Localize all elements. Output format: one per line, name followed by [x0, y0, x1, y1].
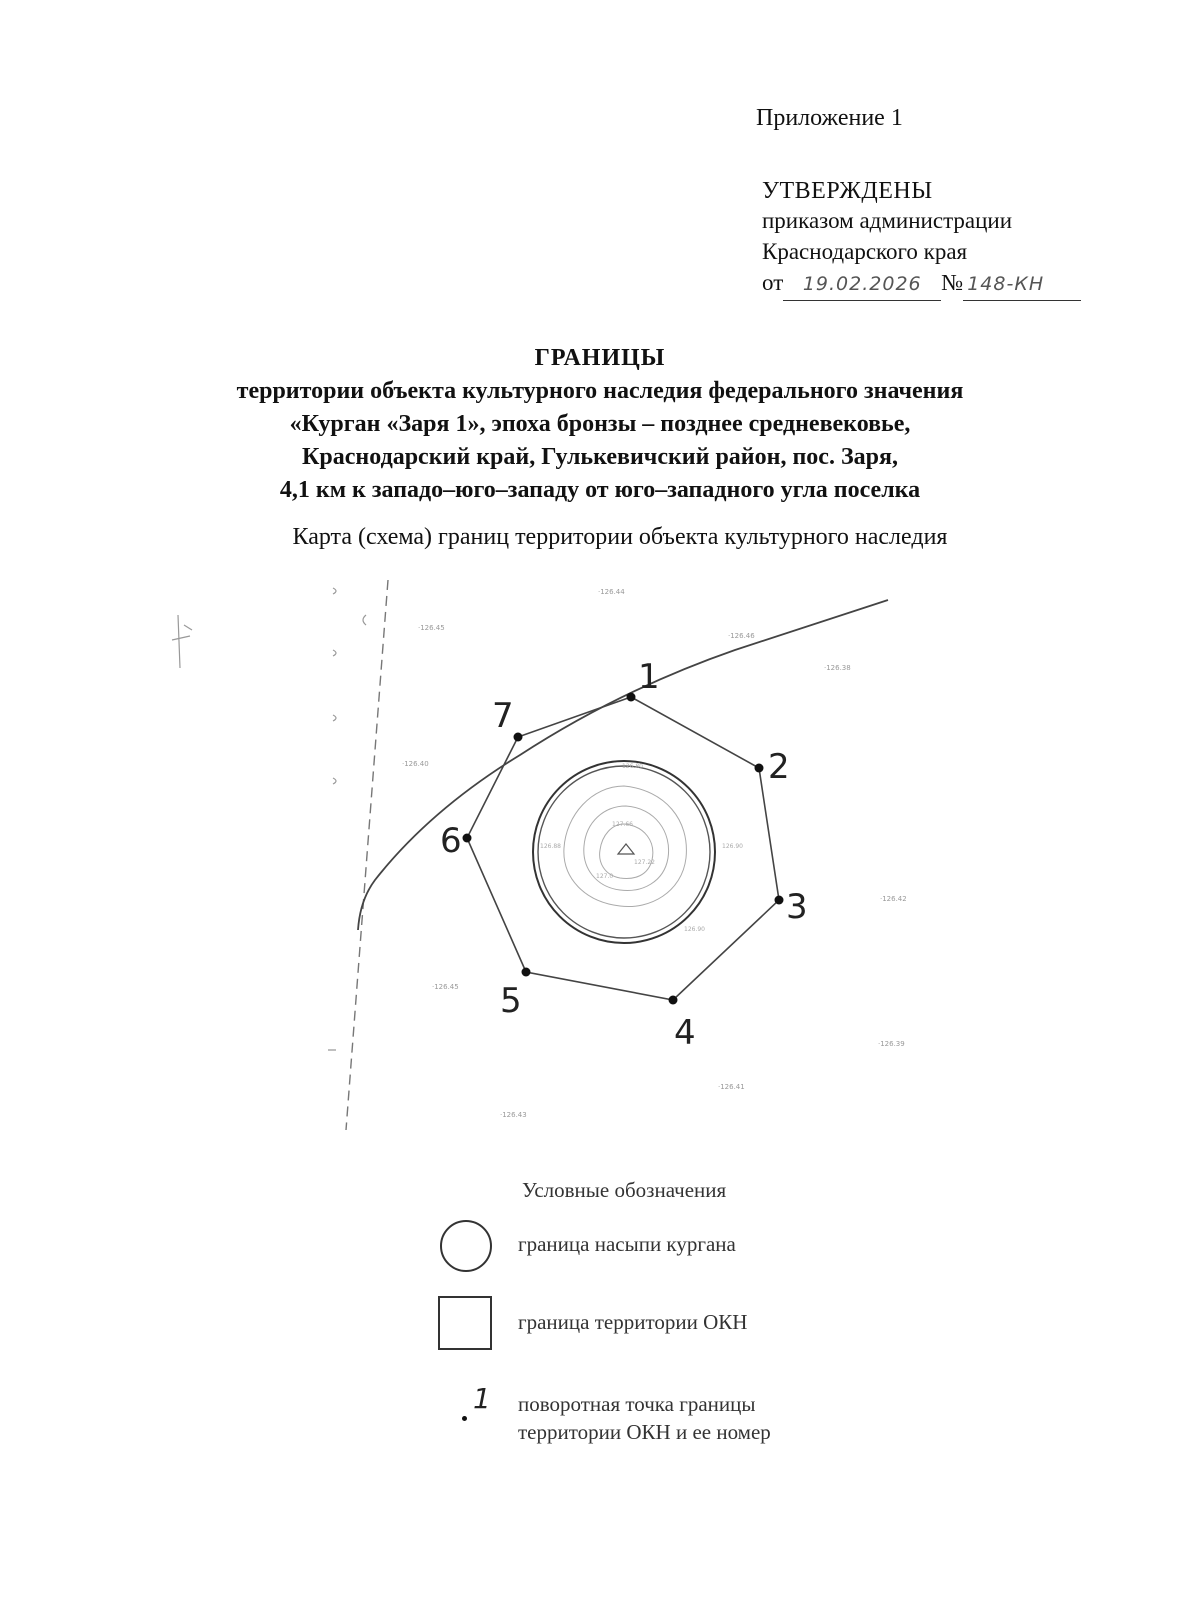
boundary-map [0, 560, 1200, 1140]
legend-point-dot [462, 1416, 467, 1421]
svg-text:·126.45: ·126.45 [418, 624, 445, 632]
turning-point-2 [755, 764, 764, 773]
svg-text:·126.43: ·126.43 [500, 1111, 527, 1119]
svg-text:·126.44: ·126.44 [598, 588, 625, 596]
svg-text:126.90: 126.90 [722, 843, 743, 850]
svg-text:127.22: 127.22 [634, 859, 655, 866]
svg-text:126.90: 126.90 [684, 926, 705, 933]
title-line3: Краснодарский край, Гулькевичский район, пос. Заря, [302, 444, 898, 470]
turning-point-5 [522, 968, 531, 977]
approved-by-line2: Краснодарского края [762, 239, 968, 264]
turning-point-1 [627, 693, 636, 702]
dashed-road [346, 580, 388, 1130]
svg-text:·126.46: ·126.46 [728, 632, 755, 640]
legend-turning-point-icon [458, 1382, 498, 1426]
approved-by-line1: приказом администрации [762, 208, 1013, 233]
point-label-3: 3 [786, 887, 808, 927]
point-label-4: 4 [674, 1013, 696, 1053]
legend-turning-point-line2: территории ОКН и ее номер [518, 1420, 771, 1444]
legend-territory-square-icon [438, 1296, 492, 1350]
svg-text:·126.42: ·126.42 [880, 895, 907, 903]
point-label-7: 7 [492, 696, 514, 736]
point-label-6: 6 [440, 821, 462, 861]
turning-point-3 [775, 896, 784, 905]
legend-title: Условные обозначения [522, 1178, 727, 1202]
title-line1: территории объекта культурного наследия федерального значения [236, 378, 964, 404]
date-prefix: от [762, 270, 784, 295]
turning-point-numbers [440, 657, 808, 1053]
svg-text:127.66: 127.66 [612, 821, 633, 828]
title-main: ГРАНИЦЫ [534, 345, 666, 371]
point-label-1: 1 [638, 657, 660, 697]
legend-territory-label: граница территории ОКН [518, 1310, 748, 1334]
approval-block [756, 105, 1182, 301]
svg-text:·126.41: ·126.41 [718, 1083, 745, 1091]
mound [533, 761, 715, 943]
number-prefix: № [941, 270, 964, 295]
legend-point-number: 1 [473, 1382, 491, 1415]
document-title [0, 342, 1200, 507]
title-line2: «Курган «Заря 1», эпоха бронзы – позднее средневековье, [289, 411, 911, 437]
approved-heading: УТВЕРЖДЕНЫ [762, 178, 933, 204]
point-label-2: 2 [768, 747, 790, 787]
order-date-number [762, 267, 1182, 301]
svg-text:126.88: 126.88 [540, 843, 561, 850]
legend-mound-circle-icon [440, 1220, 492, 1272]
legend-mound-label: граница насыпи кургана [518, 1232, 736, 1256]
turning-point-4 [669, 996, 678, 1005]
handwritten-number: 148-КН [963, 269, 1081, 301]
svg-text:127.0: 127.0 [596, 873, 614, 880]
svg-text:·126.38: ·126.38 [824, 664, 851, 672]
svg-text:·126.45: ·126.45 [432, 983, 459, 991]
legend-turning-point-line1: поворотная точка границы [518, 1392, 756, 1416]
margin-marks [172, 615, 192, 668]
handwritten-date: 19.02.2026 [783, 269, 941, 301]
legend-turning-point-label [518, 1390, 838, 1446]
svg-text:·126.39: ·126.39 [878, 1040, 905, 1048]
turning-point-7 [514, 733, 523, 742]
svg-text:126.80: 126.80 [622, 763, 643, 770]
appendix-label: Приложение 1 [756, 105, 903, 131]
small-tick-marks [328, 588, 366, 1050]
point-label-5: 5 [500, 981, 522, 1021]
mound-labels [540, 763, 743, 933]
svg-text:·126.40: ·126.40 [402, 760, 429, 768]
turning-point-6 [463, 834, 472, 843]
title-line4: 4,1 км к западо–юго–западу от юго–западного угла поселка [279, 477, 921, 503]
map-caption: Карта (схема) границ территории объекта культурного наследия [292, 524, 948, 550]
